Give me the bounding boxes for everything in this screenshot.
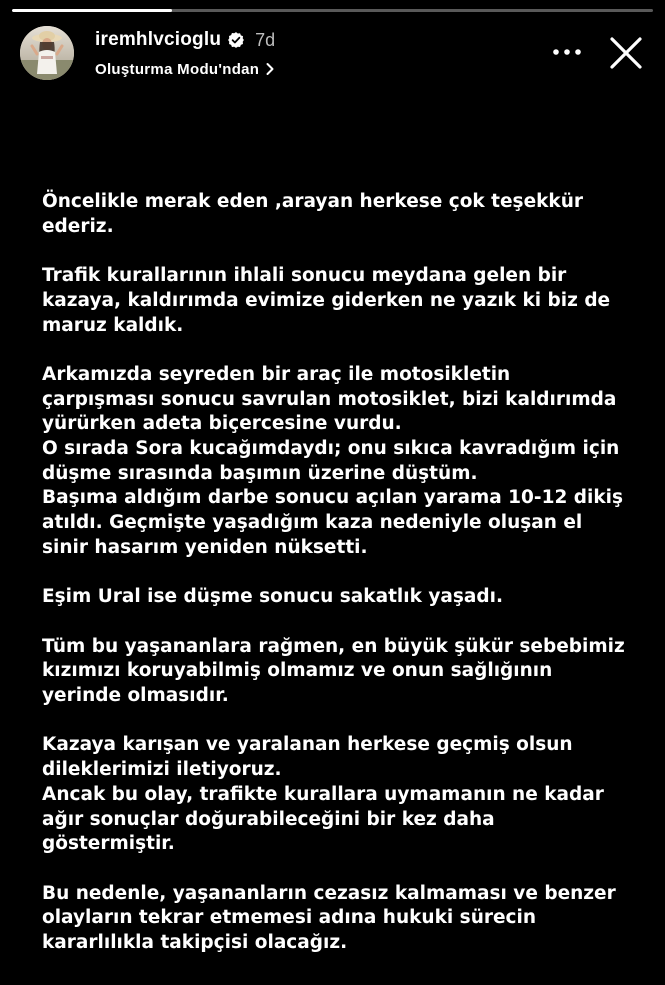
source-row[interactable]	[95, 58, 275, 80]
story-paragraph-3: Arkamızda seyreden bir araç ile motosikletin çarpışması sonucu savrulan motosiklet, bizi kaldırımda yürürken adeta biçercesine vurdu. O sırada Sora kucağımdaydı; onu sıkıca kavradığım için düşme sırasında başımın üzerine düştüm. Başıma aldığım darbe sonucu açılan yarama 10-12 dikiş atıldı. Geçmişte yaşadığım kaza nedeniyle oluşan el sinir hasarım yeniden nüksetti.	[42, 363, 623, 558]
story-paragraph-4: Eşim Ural ise düşme sonucu sakatlık yaşadı.	[42, 586, 503, 608]
avatar[interactable]	[20, 26, 74, 80]
story-header	[20, 24, 645, 84]
story-paragraph-5: Tüm bu yaşananlara rağmen, en büyük şükür sebebimiz kızımızı koruyabilmiş olmamız ve onun sağlığının yerinde olmasıdır.	[42, 635, 625, 706]
story-text-content	[42, 190, 643, 956]
more-options-button[interactable]	[547, 40, 587, 64]
close-x-icon	[609, 36, 643, 70]
story-paragraph-2: Trafik kurallarının ihlali sonucu meydana gelen bir kazaya, kaldırımda evimize giderken ne yazık ki biz de maruz kaldık.	[42, 265, 611, 336]
story-progress-bar	[12, 9, 653, 12]
story-paragraph-6: Kazaya karışan ve yaralanan herkese geçmiş olsun dileklerimizi iletiyoruz. Ancak bu olay, trafikte kurallara uymamanın ne kadar ağır sonuçlar doğurabileceğini bir kez daha göstermiştir.	[42, 734, 604, 855]
username[interactable]: iremhlvcioglu	[95, 29, 222, 50]
three-dots-icon	[552, 48, 582, 56]
story-paragraph-7: Bu nedenle, yaşananların cezasız kalmaması ve benzer olayların tekrar etmemesi adına hukuki sürecin kararlılıkla takipçisi olacağız.	[42, 882, 616, 953]
close-button[interactable]	[607, 34, 645, 72]
chevron-right-icon	[265, 62, 275, 76]
source-label[interactable]: Oluşturma Modu'ndan	[95, 60, 260, 78]
story-paragraph-1: Öncelikle merak eden ,arayan herkese çok teşekkür ederiz.	[42, 191, 584, 237]
profile-photo-avatar	[20, 26, 74, 80]
post-time: 7d	[255, 29, 276, 50]
verified-badge-icon	[227, 31, 245, 49]
story-progress-fill	[12, 9, 172, 12]
user-row	[95, 28, 275, 52]
user-info	[95, 28, 275, 80]
